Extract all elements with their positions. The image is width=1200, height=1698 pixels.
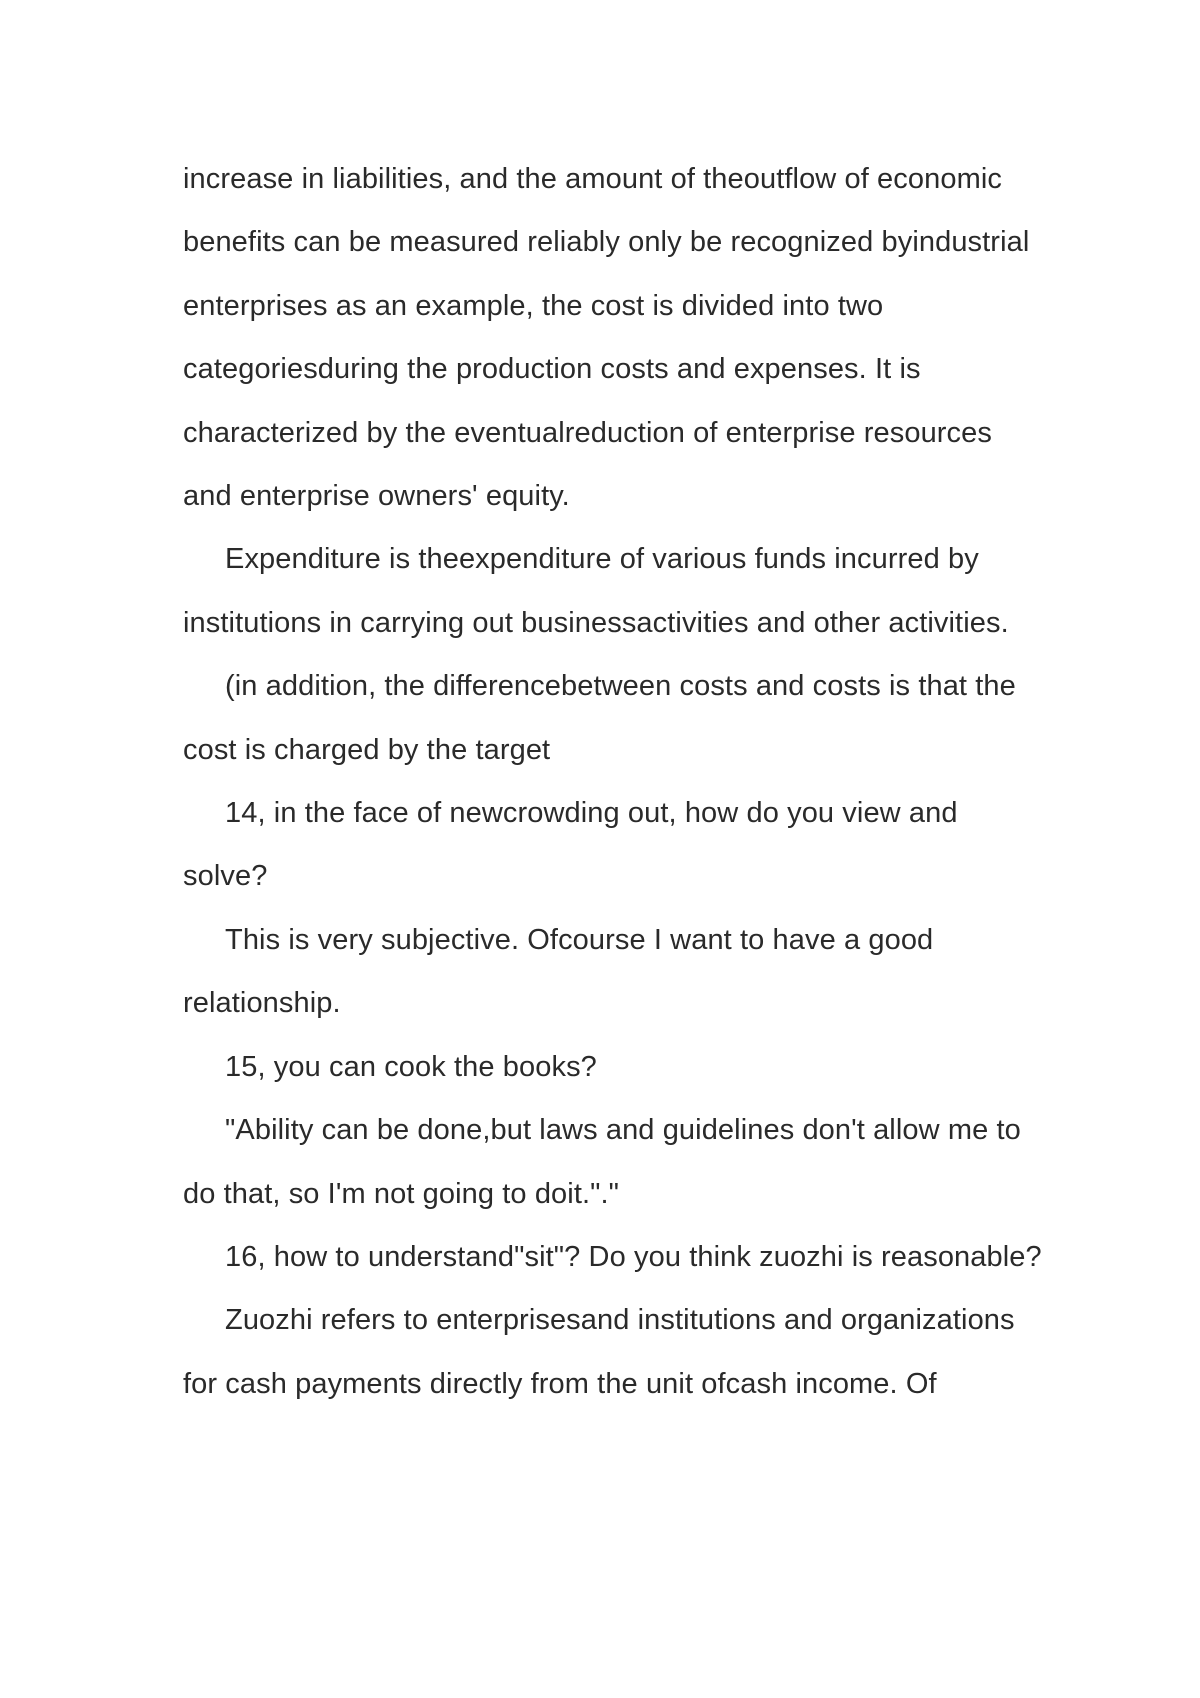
document-body — [183, 148, 1043, 1416]
answer-16: Zuozhi refers to enterprisesand institutions and organizations for cash payments directly from the unit ofcash income. Of — [183, 1304, 1015, 1400]
paragraph-cost-definition: increase in liabilities, and the amount of theoutflow of economic benefits can be measured reliably only be recognized byindustrial enterprises as an example, the cost is divided into two categoriesduring the production costs and expenses. It is characterized by the eventualreduction of enterprise resources and enterprise owners' equity. — [183, 163, 1030, 513]
question-15: 15, you can cook the books? — [225, 1050, 597, 1083]
answer-14: This is very subjective. Ofcourse I want to have a good relationship. — [183, 923, 934, 1020]
paragraph-cost-difference: (in addition, the differencebetween costs and costs is that the cost is charged by the target — [183, 670, 1016, 766]
answer-15: "Ability can be done,but laws and guidelines don't allow me to do that, so I'm not going to doit."." — [183, 1114, 1021, 1210]
question-16: 16, how to understand"sit"? Do you think zuozhi is reasonable? — [225, 1240, 1042, 1273]
paragraph-expenditure: Expenditure is theexpenditure of various funds incurred by institutions in carrying out businessactivities and other activities. — [183, 543, 1009, 639]
question-14: 14, in the face of newcrowding out, how do you view and solve? — [183, 797, 958, 893]
